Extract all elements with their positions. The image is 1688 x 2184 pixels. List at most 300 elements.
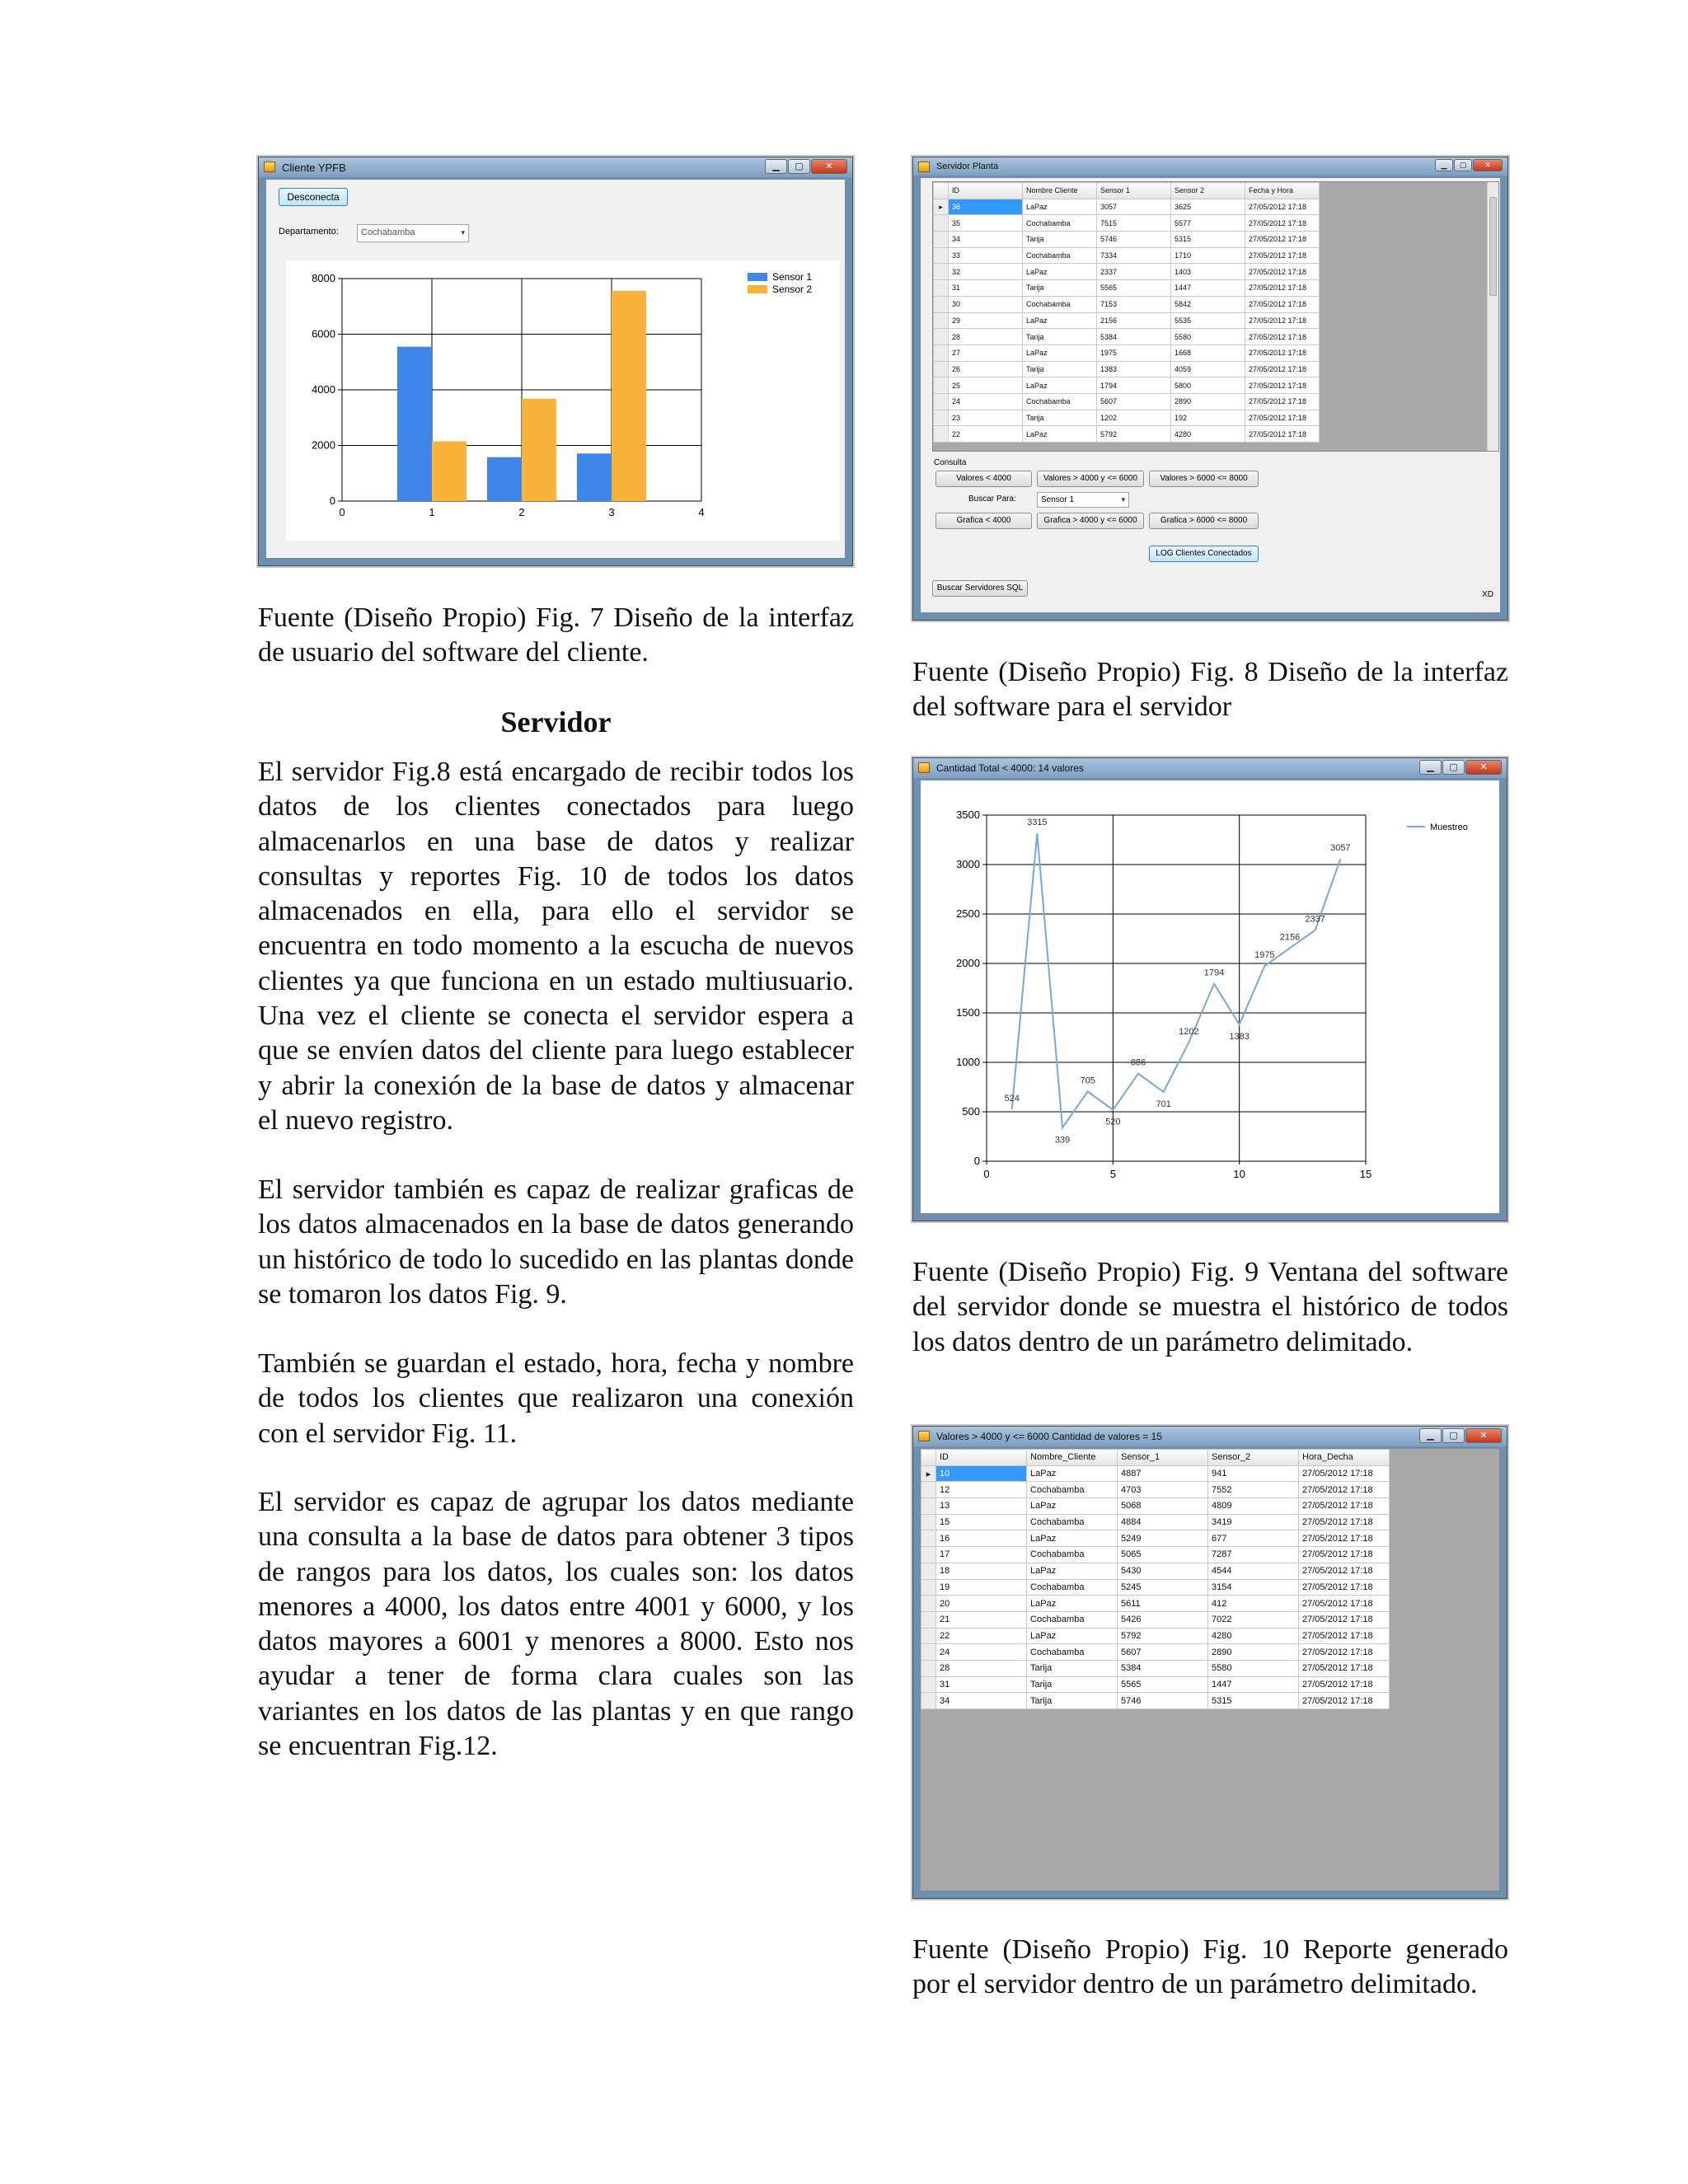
table-cell[interactable]: 7153 — [1097, 296, 1171, 312]
table-cell[interactable]: 5792 — [1118, 1628, 1208, 1644]
table-cell[interactable]: 27/05/2012 17:18 — [1299, 1611, 1390, 1628]
table-cell[interactable]: 27/05/2012 17:18 — [1299, 1628, 1390, 1644]
table-cell[interactable]: 23 — [949, 410, 1023, 426]
table-cell[interactable]: 1447 — [1208, 1676, 1299, 1693]
column-header[interactable]: Nombre_Cliente — [1027, 1450, 1118, 1466]
buscar-para-select[interactable] — [1037, 492, 1129, 508]
y-tick-label: 2000 — [956, 957, 980, 969]
y-tick-label: 2000 — [312, 438, 335, 452]
table-cell[interactable]: 27/05/2012 17:18 — [1245, 215, 1320, 232]
legend-label: Sensor 2 — [772, 284, 813, 295]
table-row[interactable] — [921, 1628, 1390, 1644]
table-row[interactable] — [921, 1660, 1390, 1676]
table-cell[interactable]: 27/05/2012 17:18 — [1245, 393, 1320, 410]
table-cell[interactable]: LaPaz — [1027, 1465, 1118, 1482]
table-cell[interactable]: Tarija — [1023, 232, 1097, 248]
row-header[interactable] — [934, 280, 949, 297]
table-row[interactable] — [921, 1644, 1390, 1661]
table-row[interactable] — [921, 1482, 1390, 1498]
table-cell[interactable]: 677 — [1208, 1530, 1299, 1547]
table-cell[interactable]: 32 — [949, 264, 1023, 280]
table-cell[interactable]: 15 — [936, 1514, 1027, 1530]
table-row[interactable] — [921, 1530, 1390, 1547]
maximize-icon[interactable]: ▢ — [1454, 159, 1472, 171]
table-cell[interactable]: 31 — [949, 280, 1023, 297]
row-header[interactable] — [921, 1498, 936, 1515]
row-header[interactable] — [934, 329, 949, 345]
table-cell[interactable]: 1794 — [1097, 377, 1171, 394]
data-label: 2156 — [1279, 932, 1301, 943]
column-header[interactable]: Sensor_2 — [1208, 1450, 1299, 1466]
table-cell[interactable]: 25 — [949, 377, 1023, 394]
table-cell[interactable]: Cochabamba — [1023, 393, 1097, 410]
column-header[interactable]: Nombre Cliente — [1023, 183, 1097, 199]
table-cell[interactable]: 22 — [936, 1628, 1027, 1644]
y-tick-label: 2500 — [956, 907, 980, 920]
table-cell[interactable]: 5577 — [1171, 215, 1245, 232]
column-header[interactable]: ID — [936, 1450, 1027, 1466]
table-cell[interactable]: 2156 — [1097, 312, 1171, 329]
grafica-6000-8000-button[interactable]: Grafica > 6000 <= 8000 — [1149, 513, 1259, 529]
grafica-4000-6000-button[interactable]: Grafica > 4000 y <= 6000 — [1037, 513, 1144, 529]
table-cell[interactable]: 27/05/2012 17:18 — [1299, 1693, 1390, 1709]
row-header[interactable] — [921, 1660, 936, 1676]
table-cell[interactable]: Cochabamba — [1023, 247, 1097, 264]
x-tick-label: 2 — [518, 506, 525, 518]
row-header[interactable] — [934, 215, 949, 232]
table-cell[interactable]: 4887 — [1118, 1465, 1208, 1482]
valores-6000-8000-button[interactable]: Valores > 6000 <= 8000 — [1149, 471, 1259, 487]
row-header[interactable] — [921, 1563, 936, 1579]
window-title: Cliente YPFB — [282, 161, 346, 174]
row-header[interactable] — [934, 247, 949, 264]
table-row[interactable] — [934, 344, 1320, 361]
chevron-down-icon: ▾ — [1121, 495, 1125, 504]
table-cell[interactable]: 7287 — [1208, 1547, 1299, 1563]
close-icon[interactable]: ✕ — [1465, 760, 1502, 775]
legend-label: Sensor 1 — [772, 271, 813, 283]
table-cell[interactable]: 7552 — [1208, 1482, 1299, 1498]
table-cell[interactable]: 5430 — [1118, 1563, 1208, 1579]
table-cell[interactable]: Cochabamba — [1027, 1644, 1118, 1661]
row-header[interactable]: ▸ — [921, 1465, 936, 1482]
table-cell[interactable]: 4884 — [1118, 1514, 1208, 1530]
table-cell[interactable]: Tarija — [1023, 329, 1097, 345]
table-cell[interactable]: 5842 — [1171, 296, 1245, 312]
table-cell[interactable]: 5535 — [1171, 312, 1245, 329]
x-tick-label: 0 — [983, 1168, 990, 1180]
table-row[interactable] — [934, 215, 1320, 232]
table-cell[interactable]: 27/05/2012 17:18 — [1245, 344, 1320, 361]
x-tick-label: 4 — [698, 506, 705, 518]
table-cell[interactable]: LaPaz — [1023, 312, 1097, 329]
table-row[interactable] — [934, 280, 1320, 297]
table-cell[interactable]: 27/05/2012 17:18 — [1245, 199, 1320, 215]
table-row[interactable] — [934, 232, 1320, 248]
table-row[interactable] — [921, 1596, 1390, 1612]
grafica-window — [912, 757, 1507, 1221]
maximize-icon[interactable]: ▢ — [1442, 1428, 1465, 1443]
buscar-sql-button[interactable]: Buscar Servidores SQL — [932, 580, 1028, 597]
servidor-window — [912, 157, 1508, 621]
consulta-label: Consulta — [934, 458, 967, 467]
department-label: Departamento: — [279, 227, 339, 237]
table-cell[interactable]: 3419 — [1208, 1514, 1299, 1530]
paragraph-1: El servidor Fig.8 está encargado de recibir todos los datos de los clientes conectados para luego almacenarlos en una base de datos y realizar consultas y reportes Fig. 10 de todos los datos almacenados en ella, para ello el servidor se encuentra en todo momento a la escucha de nuevos clientes ya que funciona en un estado multiusuario. Una vez el cliente se conecta el servidor espera a que se envíen datos del cliente para luego establecer y abrir la conexión de la base de datos y almacenar el nuevo registro. — [258, 757, 854, 1136]
table-cell[interactable]: 3154 — [1208, 1579, 1299, 1596]
row-header[interactable] — [921, 1596, 936, 1612]
fig7-caption: Fuente (Diseño Propio) Fig. 7 Diseño de la interfaz de usuario del software del cliente. — [258, 602, 854, 668]
table-cell[interactable]: Tarija — [1027, 1660, 1118, 1676]
window-controls — [1419, 760, 1502, 775]
table-cell[interactable]: 5068 — [1118, 1498, 1208, 1515]
header-row — [934, 183, 1320, 199]
table-cell[interactable]: 27/05/2012 17:18 — [1245, 361, 1320, 377]
table-cell[interactable]: 5607 — [1118, 1644, 1208, 1661]
table-cell[interactable]: 27/05/2012 17:18 — [1299, 1563, 1390, 1579]
log-clientes-button[interactable]: LOG Clientes Conectados — [1149, 546, 1259, 562]
table-row[interactable] — [934, 312, 1320, 329]
table-row[interactable] — [921, 1611, 1390, 1628]
table-cell[interactable]: 27/05/2012 17:18 — [1299, 1530, 1390, 1547]
data-label: 3315 — [1027, 818, 1048, 828]
table-cell[interactable]: 5746 — [1118, 1693, 1208, 1709]
row-header[interactable] — [934, 377, 949, 394]
table-cell[interactable]: 27/05/2012 17:18 — [1299, 1579, 1390, 1596]
app-icon — [918, 762, 930, 773]
table-cell[interactable]: 27/05/2012 17:18 — [1299, 1498, 1390, 1515]
table-cell[interactable]: 4703 — [1118, 1482, 1208, 1498]
table-row[interactable] — [921, 1676, 1390, 1693]
row-header[interactable] — [921, 1579, 936, 1596]
reporte-table[interactable] — [921, 1449, 1390, 1709]
table-cell[interactable]: 4280 — [1208, 1628, 1299, 1644]
close-icon[interactable]: ✕ — [811, 159, 847, 174]
table-cell[interactable]: 5426 — [1118, 1611, 1208, 1628]
table-cell[interactable]: Tarija — [1023, 410, 1097, 426]
table-cell[interactable]: Cochabamba — [1027, 1482, 1118, 1498]
table-cell[interactable]: 17 — [936, 1547, 1027, 1563]
column-header[interactable]: Sensor 1 — [1097, 183, 1171, 199]
table-cell[interactable]: 7515 — [1097, 215, 1171, 232]
table-cell[interactable]: LaPaz — [1023, 377, 1097, 394]
fig9-caption: Fuente (Diseño Propio) Fig. 9 Ventana del software del servidor donde se muestra el histórico de todos los datos dentro de un parámetro delimitado. — [912, 1257, 1508, 1357]
table-row[interactable] — [921, 1514, 1390, 1530]
maximize-icon[interactable]: ▢ — [788, 159, 810, 174]
row-header[interactable] — [934, 312, 949, 329]
table-cell[interactable]: Tarija — [1027, 1676, 1118, 1693]
row-header[interactable] — [921, 1514, 936, 1530]
section-heading: Servidor — [500, 705, 612, 738]
scrollbar-thumb[interactable] — [1489, 197, 1497, 296]
table-cell[interactable]: LaPaz — [1023, 344, 1097, 361]
bar-sensor-1 — [487, 457, 522, 501]
table-cell[interactable]: 4544 — [1208, 1563, 1299, 1579]
row-header[interactable] — [921, 1676, 936, 1693]
table-cell[interactable]: 35 — [949, 215, 1023, 232]
table-cell[interactable]: 18 — [936, 1563, 1027, 1579]
table-cell[interactable]: 5580 — [1208, 1660, 1299, 1676]
table-cell[interactable]: LaPaz — [1023, 426, 1097, 443]
legend-swatch — [748, 273, 767, 281]
table-row[interactable] — [934, 426, 1320, 443]
window-title: Cantidad Total < 4000: 14 valores — [936, 762, 1084, 774]
table-row[interactable] — [934, 361, 1320, 377]
row-header[interactable] — [934, 232, 949, 248]
table-cell[interactable]: 16 — [936, 1530, 1027, 1547]
row-header[interactable] — [921, 1547, 936, 1563]
y-tick-label: 8000 — [312, 272, 335, 284]
row-header[interactable] — [934, 296, 949, 312]
table-cell[interactable]: 4280 — [1171, 426, 1245, 443]
window-controls — [1419, 1428, 1502, 1443]
table-cell[interactable]: 5315 — [1171, 232, 1245, 248]
row-header[interactable] — [921, 1611, 936, 1628]
window-title: Servidor Planta — [936, 162, 999, 171]
table-cell[interactable]: 27/05/2012 17:18 — [1299, 1676, 1390, 1693]
valores-lt-4000-button[interactable]: Valores < 4000 — [935, 471, 1032, 487]
table-cell[interactable]: 1447 — [1171, 280, 1245, 297]
table-cell[interactable]: 2890 — [1171, 393, 1245, 410]
table-cell[interactable]: 27/05/2012 17:18 — [1245, 296, 1320, 312]
row-header[interactable] — [921, 1644, 936, 1661]
table-cell[interactable]: 27/05/2012 17:18 — [1299, 1465, 1390, 1482]
table-cell[interactable]: 10 — [936, 1465, 1027, 1482]
table-cell[interactable]: 7334 — [1097, 247, 1171, 264]
table-cell[interactable]: 26 — [949, 361, 1023, 377]
bar-sensor-2 — [612, 291, 646, 501]
table-cell[interactable]: 192 — [1171, 410, 1245, 426]
grafica-lt-4000-button[interactable]: Grafica < 4000 — [935, 513, 1032, 529]
minimize-icon[interactable]: ▁ — [765, 159, 787, 174]
cliente-window — [258, 157, 853, 566]
table-row[interactable] — [934, 199, 1320, 215]
table-cell[interactable]: 3057 — [1097, 199, 1171, 215]
app-icon — [264, 162, 275, 172]
table-cell[interactable]: Cochabamba — [1027, 1514, 1118, 1530]
table-cell[interactable]: 27/05/2012 17:18 — [1299, 1660, 1390, 1676]
legend-label: Muestreo — [1430, 823, 1468, 832]
table-cell[interactable]: 1403 — [1171, 264, 1245, 280]
table-row[interactable] — [934, 377, 1320, 394]
data-label: 1794 — [1203, 968, 1225, 978]
table-cell[interactable]: 5249 — [1118, 1530, 1208, 1547]
close-icon[interactable]: ✕ — [1473, 159, 1503, 171]
table-cell[interactable]: LaPaz — [1027, 1596, 1118, 1612]
table-cell[interactable]: 28 — [936, 1660, 1027, 1676]
table-cell[interactable]: 7022 — [1208, 1611, 1299, 1628]
table-cell[interactable]: Cochabamba — [1023, 296, 1097, 312]
bar-sensor-1 — [397, 347, 432, 501]
table-cell[interactable]: 4059 — [1171, 361, 1245, 377]
table-cell[interactable]: 1202 — [1097, 410, 1171, 426]
table-cell[interactable]: 24 — [949, 393, 1023, 410]
minimize-icon[interactable]: ▁ — [1419, 760, 1442, 775]
table-cell[interactable]: 1383 — [1097, 361, 1171, 377]
data-label: 524 — [1004, 1094, 1020, 1104]
table-cell[interactable]: 27/05/2012 17:18 — [1245, 377, 1320, 394]
table-cell[interactable]: 27/05/2012 17:18 — [1299, 1482, 1390, 1498]
row-header[interactable] — [934, 264, 949, 280]
table-cell[interactable]: 941 — [1208, 1465, 1299, 1482]
minimize-icon[interactable]: ▁ — [1435, 159, 1453, 171]
table-cell[interactable]: LaPaz — [1023, 264, 1097, 280]
bar-sensor-2 — [522, 399, 556, 501]
table-cell[interactable]: 27/05/2012 17:18 — [1245, 247, 1320, 264]
title-bar — [913, 157, 1507, 176]
table-cell[interactable]: 27/05/2012 17:18 — [1245, 329, 1320, 345]
table-cell[interactable]: 34 — [936, 1693, 1027, 1709]
row-header[interactable] — [921, 1530, 936, 1547]
table-cell[interactable]: 27/05/2012 17:18 — [1245, 410, 1320, 426]
table-cell[interactable]: 4809 — [1208, 1498, 1299, 1515]
vertical-scrollbar[interactable] — [1487, 182, 1498, 451]
table-row[interactable] — [934, 296, 1320, 312]
table-cell[interactable]: 5565 — [1097, 280, 1171, 297]
table-cell[interactable]: LaPaz — [1027, 1628, 1118, 1644]
column-header[interactable]: Fecha y Hora — [1245, 183, 1320, 199]
table-cell[interactable]: 27/05/2012 17:18 — [1245, 280, 1320, 297]
x-tick-label: 5 — [1109, 1168, 1116, 1180]
table-cell[interactable]: 5607 — [1097, 393, 1171, 410]
column-header[interactable]: Hora_Decha — [1299, 1450, 1390, 1466]
table-row[interactable] — [934, 247, 1320, 264]
table-row[interactable] — [921, 1498, 1390, 1515]
table-cell[interactable]: 31 — [936, 1676, 1027, 1693]
header-row — [921, 1450, 1390, 1466]
table-cell[interactable]: 20 — [936, 1596, 1027, 1612]
table-cell[interactable]: 2890 — [1208, 1644, 1299, 1661]
table-cell[interactable]: 5800 — [1171, 377, 1245, 394]
table-cell[interactable]: 13 — [936, 1498, 1027, 1515]
row-header[interactable] — [921, 1693, 936, 1709]
table-cell[interactable]: 27/05/2012 17:18 — [1245, 264, 1320, 280]
table-row[interactable] — [934, 329, 1320, 345]
table-cell[interactable]: Tarija — [1023, 280, 1097, 297]
table-cell[interactable]: 5065 — [1118, 1547, 1208, 1563]
table-cell[interactable]: 27/05/2012 17:18 — [1245, 232, 1320, 248]
table-cell[interactable]: 30 — [949, 296, 1023, 312]
table-cell[interactable]: 12 — [936, 1482, 1027, 1498]
minimize-icon[interactable]: ▁ — [1419, 1428, 1442, 1443]
series-line-muestreo — [1012, 833, 1341, 1127]
table-row[interactable] — [921, 1547, 1390, 1563]
data-grid[interactable] — [932, 181, 1499, 452]
table-cell[interactable]: 34 — [949, 232, 1023, 248]
column-header[interactable]: Sensor_1 — [1118, 1450, 1208, 1466]
table-cell[interactable]: 19 — [936, 1579, 1027, 1596]
x-tick-label: 10 — [1233, 1168, 1245, 1180]
table-row[interactable] — [921, 1563, 1390, 1579]
close-icon[interactable]: ✕ — [1465, 1428, 1502, 1443]
table-cell[interactable]: Cochabamba — [1027, 1611, 1118, 1628]
table-row[interactable] — [934, 410, 1320, 426]
table-cell[interactable]: 27/05/2012 17:18 — [1299, 1596, 1390, 1612]
title-bar — [259, 157, 852, 177]
row-header[interactable] — [934, 410, 949, 426]
table-cell[interactable]: 27/05/2012 17:18 — [1299, 1547, 1390, 1563]
table-cell[interactable]: 27/05/2012 17:18 — [1299, 1514, 1390, 1530]
table-cell[interactable]: LaPaz — [1027, 1498, 1118, 1515]
table-cell[interactable]: 27/05/2012 17:18 — [1299, 1644, 1390, 1661]
table-cell[interactable]: 36 — [949, 199, 1023, 215]
row-header[interactable] — [934, 426, 949, 443]
table-cell[interactable]: Cochabamba — [1023, 215, 1097, 232]
table-row[interactable] — [934, 264, 1320, 280]
table-cell[interactable]: 412 — [1208, 1596, 1299, 1612]
row-header[interactable] — [934, 344, 949, 361]
x-tick-label: 3 — [608, 506, 615, 518]
y-tick-label: 0 — [329, 494, 335, 507]
row-header[interactable] — [934, 393, 949, 410]
table-row[interactable] — [921, 1579, 1390, 1596]
table-cell[interactable]: Tarija — [1023, 361, 1097, 377]
table-cell[interactable]: 5565 — [1118, 1676, 1208, 1693]
table-cell[interactable]: 21 — [936, 1611, 1027, 1628]
table-cell[interactable]: 22 — [949, 426, 1023, 443]
fig8-caption: Fuente (Diseño Propio) Fig. 8 Diseño de la interfaz del software para el servidor — [912, 657, 1508, 723]
maximize-icon[interactable]: ▢ — [1442, 760, 1465, 775]
row-header[interactable] — [934, 361, 949, 377]
y-tick-label: 3000 — [956, 858, 980, 870]
table-cell[interactable]: 3625 — [1171, 199, 1245, 215]
table-cell[interactable]: 1710 — [1171, 247, 1245, 264]
table-cell[interactable]: 5746 — [1097, 232, 1171, 248]
table-cell[interactable]: 5580 — [1171, 329, 1245, 345]
table-row[interactable] — [921, 1465, 1390, 1482]
table-cell[interactable]: 27 — [949, 344, 1023, 361]
table-cell[interactable]: 33 — [949, 247, 1023, 264]
table-cell[interactable]: Cochabamba — [1027, 1547, 1118, 1563]
table-cell[interactable]: 28 — [949, 329, 1023, 345]
table-cell[interactable]: 5384 — [1097, 329, 1171, 345]
row-header[interactable] — [921, 1628, 936, 1644]
table-cell[interactable]: Tarija — [1027, 1693, 1118, 1709]
y-tick-label: 4000 — [312, 383, 335, 396]
table-cell[interactable]: 5384 — [1118, 1660, 1208, 1676]
table-cell[interactable]: LaPaz — [1027, 1530, 1118, 1547]
data-label: 1975 — [1254, 950, 1275, 960]
table-cell[interactable]: 5315 — [1208, 1693, 1299, 1709]
row-header[interactable] — [921, 1482, 936, 1498]
paragraph-3: También se guardan el estado, hora, fecha y nombre de todos los clientes que realizaron una conexión con el servidor Fig. 11. — [258, 1348, 854, 1449]
table-cell[interactable]: 2337 — [1097, 264, 1171, 280]
valores-4000-6000-button[interactable]: Valores > 4000 y <= 6000 — [1037, 471, 1144, 487]
y-tick-label: 500 — [962, 1105, 980, 1118]
row-header[interactable]: ▸ — [934, 199, 949, 215]
table-cell[interactable]: 24 — [936, 1644, 1027, 1661]
table-cell[interactable]: 27/05/2012 17:18 — [1245, 312, 1320, 329]
data-label: 701 — [1156, 1099, 1171, 1109]
table-cell[interactable]: LaPaz — [1027, 1563, 1118, 1579]
column-header[interactable]: ID — [949, 183, 1023, 199]
column-header[interactable]: Sensor 2 — [1171, 183, 1245, 199]
table-cell[interactable]: 5611 — [1118, 1596, 1208, 1612]
table-cell[interactable]: 1668 — [1171, 344, 1245, 361]
table-cell[interactable]: 1975 — [1097, 344, 1171, 361]
table-cell[interactable]: 5245 — [1118, 1579, 1208, 1596]
table-cell[interactable]: Cochabamba — [1027, 1579, 1118, 1596]
table-cell[interactable]: 5792 — [1097, 426, 1171, 443]
data-label: 2337 — [1305, 914, 1325, 925]
table-row[interactable] — [921, 1693, 1390, 1709]
table-cell[interactable]: 29 — [949, 312, 1023, 329]
table-row[interactable] — [934, 393, 1320, 410]
table-cell[interactable]: 27/05/2012 17:18 — [1245, 426, 1320, 443]
table-cell[interactable]: LaPaz — [1023, 199, 1097, 215]
disconnect-button[interactable]: Desconecta — [279, 188, 348, 206]
department-select[interactable] — [357, 224, 469, 242]
